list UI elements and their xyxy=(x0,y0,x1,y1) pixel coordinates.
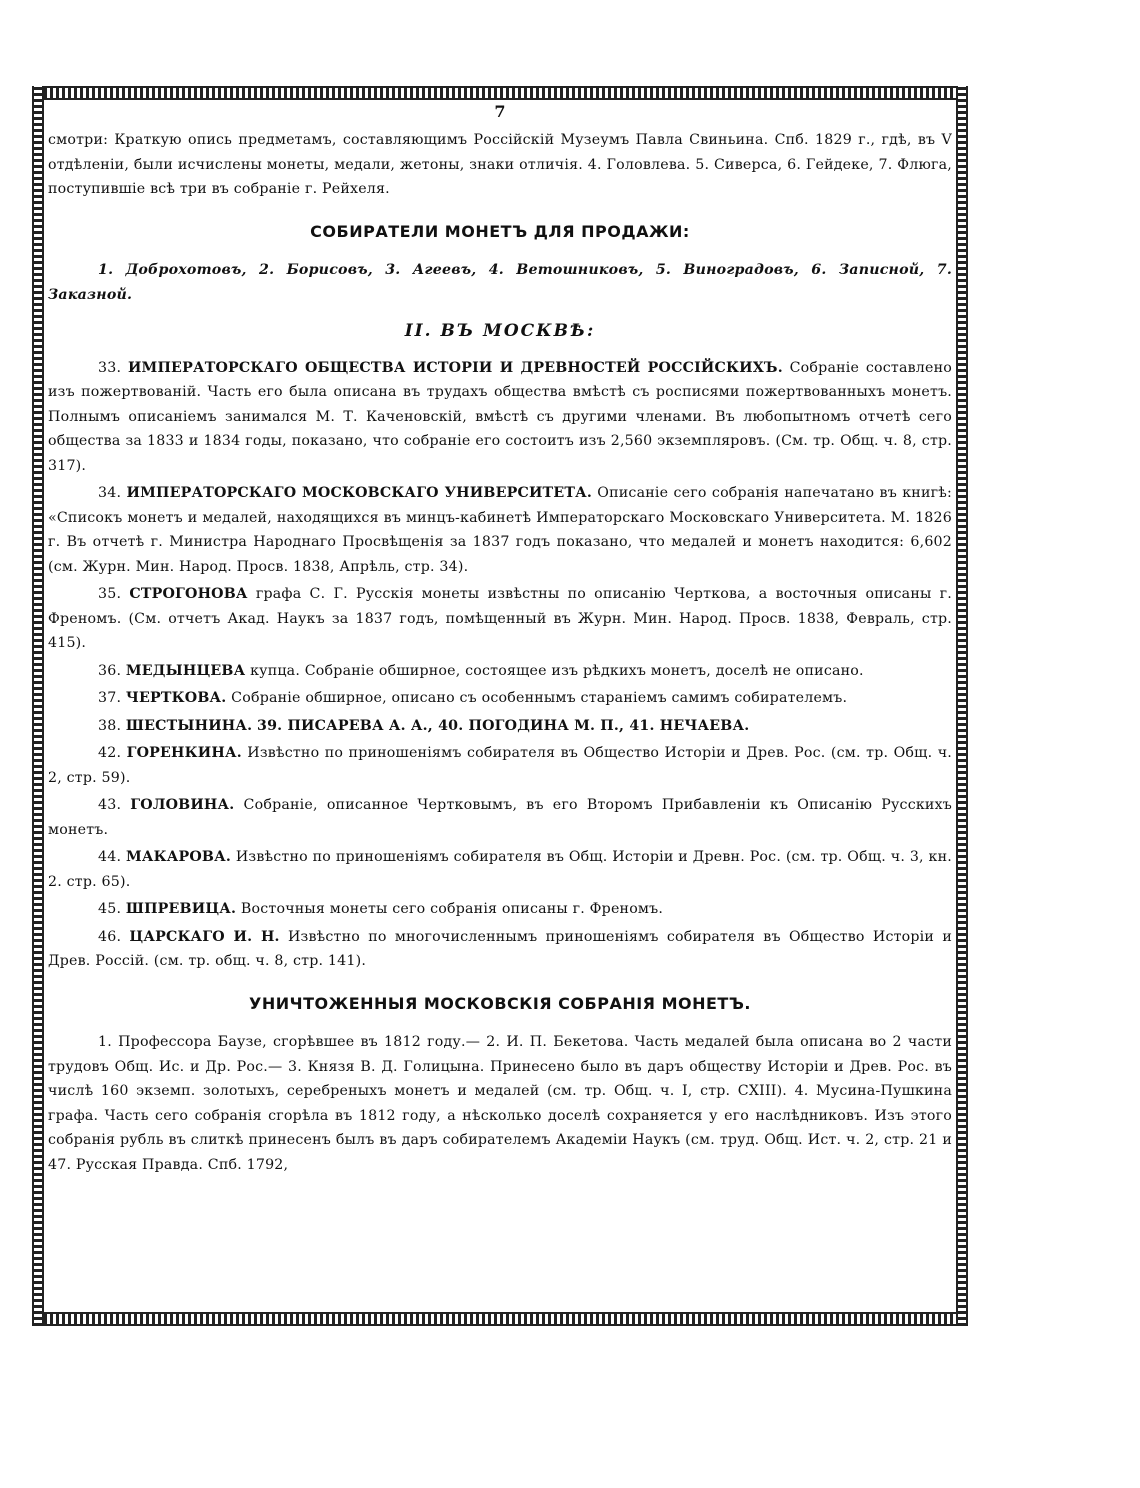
page-content xyxy=(48,102,952,1302)
entry-38 xyxy=(48,714,952,739)
entry-collector-name: МЕДЫНЦЕВА xyxy=(125,662,246,679)
entry-collector-name: ШПРЕВИЦА. xyxy=(125,901,237,917)
entry-text: купца. Собраніе обширное, состоящее изъ рѣдкихъ монетъ, доселѣ не описано. xyxy=(250,662,864,679)
entry-number: 34. xyxy=(98,485,122,501)
entry-collector-name: ШЕСТЫНИНА. xyxy=(125,717,253,734)
entry-number: 36. xyxy=(98,662,122,679)
page-number: 7 xyxy=(494,102,506,121)
destroyed-heading: УНИЧТОЖЕННЫЯ МОСКОВСКІЯ СОБРАНІЯ МОНЕТЪ. xyxy=(249,993,751,1013)
entry-37 xyxy=(48,686,952,711)
sellers-heading: СОБИРАТЕЛИ МОНЕТЪ ДЛЯ ПРОДАЖИ: xyxy=(310,221,690,241)
entry-text: Восточныя монеты сего собранія описаны г. Френомъ. xyxy=(240,901,664,917)
entry-collector-name: МАКАРОВА. xyxy=(125,849,232,865)
page-frame xyxy=(32,86,968,1326)
entry-text: Собраніе обширное, описано съ особеннымъ стараніемъ самимъ собирателемъ. xyxy=(231,690,848,706)
entry-34 xyxy=(48,481,952,579)
ornamental-border-right xyxy=(956,86,968,1326)
entry-collector-name: ГОРЕНКИНА. xyxy=(126,745,242,761)
entry-number: 35. xyxy=(98,586,122,602)
entry-44 xyxy=(48,845,952,894)
entry-text: Извѣстно по многочисленнымъ приношеніямъ собирателя въ Общество Исторіи и Древ. Россій. (см. тр. общ. ч. 8, стр. 141). xyxy=(48,928,952,969)
ornamental-border-bottom xyxy=(32,1312,968,1326)
entry-number: 45. xyxy=(98,901,122,917)
entry-42 xyxy=(48,741,952,790)
entry-46 xyxy=(48,925,952,974)
entry-text: Извѣстно по приношеніямъ собирателя въ Общество Исторіи и Древ. Рос. (см. тр. Общ. ч. 2, стр. 59). xyxy=(48,745,952,786)
entry-43 xyxy=(48,793,952,842)
entry-text: Собраніе, описанное Чертковымъ, въ его Второмъ Прибавленіи къ Описанію Русскихъ монетъ. xyxy=(48,797,953,838)
entry-collector-name: ИМПЕРАТОРСКАГО МОСКОВСКАГО УНИВЕРСИТЕТА. xyxy=(126,485,592,501)
entry-33 xyxy=(48,356,952,479)
entry-number: 44. xyxy=(98,849,122,865)
entry-collector-name: СТРОГОНОВА xyxy=(129,586,248,602)
entry-collector-name: ЦАРСКАГО И. Н. xyxy=(129,928,280,945)
destroyed-paragraph: 1. Профессора Баузе, сгорѣвшее въ 1812 году.— 2. И. П. Бекетова. Часть медалей была описана во 2 части трудовъ Общ. Ис. и Др. Рос.— 3. Князя В. Д. Голицына. Принесено было въ даръ обществу Исторіи и Древ. Рос. въ числѣ 160 экземп. золотыхъ, серебреныхъ монетъ и медалей (см. тр. Общ. ч. I, стр. CXIII). 4. Мусина-Пушкина графа. Часть сего собранія сгорѣла въ 1812 году, а нѣсколько доселѣ сохраняется у его наслѣдниковъ. Изъ этого собранія рубль въ слиткѣ принесенъ былъ въ даръ собирателемъ Академіи Наукъ (см. труд. Общ. Ист. ч. 2, стр. 21 и 47. Русская Правда. Спб. 1792, xyxy=(48,1034,952,1173)
entry-number: 43. xyxy=(98,797,122,813)
entry-text: Извѣстно по приношеніямъ собирателя въ Общ. Исторіи и Древн. Рос. (см. тр. Общ. ч. 3, кн. 2. стр. 65). xyxy=(48,849,952,890)
intro-paragraph: смотри: Краткую опись предметамъ, составляющимъ Россійскій Музеумъ Павла Свиньина. Спб. 1829 г., гдѣ, въ V отдѣленіи, были исчислены монеты, медали, жетоны, знаки отличія. 4. Головлева. 5. Сиверса, 6. Гейдеке, 7. Флюга, поступившіе всѣ три въ собраніе г. Рейхеля. xyxy=(48,132,952,197)
sellers-list: 1. Доброхотовъ, 2. Борисовъ, 3. Агеевъ, 4. Ветошниковъ, 5. Виноградовъ, 6. Записной, 7. Заказной. xyxy=(48,262,952,303)
entry-number: 46. xyxy=(98,928,122,945)
entry-collector-name: ГОЛОВИНА. xyxy=(130,797,235,813)
entry-36 xyxy=(48,659,952,684)
ornamental-border-left xyxy=(32,86,44,1326)
entry-text: 39. ПИСАРЕВА А. А., 40. ПОГОДИНА М. П., 41. НЕЧАЕВА. xyxy=(257,717,750,734)
entry-text: Собраніе составлено изъ пожертвованій. Часть его была описана въ трудахъ общества вмѣстѣ съ росписями пожертвованныхъ монетъ. Полнымъ описаніемъ занимался М. Т. Каченовскій, вмѣстѣ съ другими членами. Въ любопытномъ отчетѣ сего общества за 1833 и 1834 годы, показано, что собраніе его состоитъ изъ 2,560 экземпляровъ. (См. тр. Общ. ч. 8, стр. 317). xyxy=(48,359,952,474)
entry-number: 37. xyxy=(98,690,122,706)
entry-collector-name: ИМПЕРАТОРСКАГО ОБЩЕСТВА ИСТОРІИ И ДРЕВНОСТЕЙ РОССІЙСКИХЪ. xyxy=(127,359,783,376)
entry-number: 38. xyxy=(98,717,122,734)
moscow-heading: II. ВЪ МОСКВѢ: xyxy=(404,321,596,341)
entry-collector-name: ЧЕРТКОВА. xyxy=(125,690,227,706)
entry-35 xyxy=(48,582,952,656)
entry-number: 42. xyxy=(98,745,122,761)
ornamental-border-top xyxy=(32,86,968,100)
entry-text: графа С. Г. Русскія монеты извѣстны по описанію Черткова, а восточныя описаны г. Френомъ. (См. отчетъ Акад. Наукъ за 1837 годъ, помѣщенный въ Журн. Мин. Народ. Просв. 1838, Февраль, стр. 415). xyxy=(48,586,952,651)
entry-45 xyxy=(48,897,952,922)
entry-text: Описаніе сего собранія напечатано въ книгѣ: «Списокъ монетъ и медалей, находящихся въ минцъ-кабинетѣ Императорскаго Московскаго Университета. М. 1826 г. Въ отчетѣ г. Министра Народнаго Просвѣщенія за 1837 годъ показано, что медалей и монетъ находится: 6,602 (см. Журн. Мин. Народ. Просв. 1838, Апрѣль, стр. 34). xyxy=(48,485,952,575)
entry-number: 33. xyxy=(98,359,122,376)
